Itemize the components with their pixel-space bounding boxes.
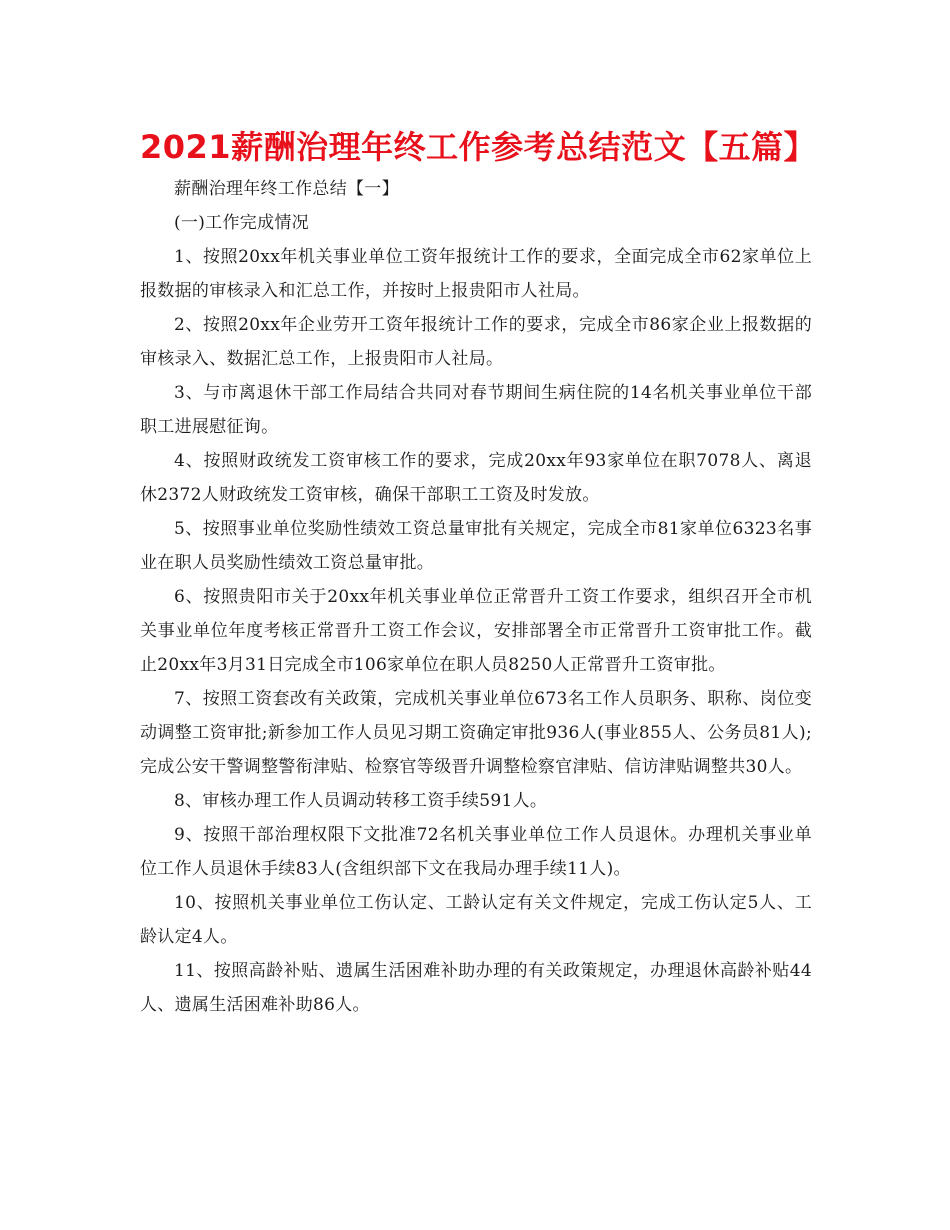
document-body [140, 172, 812, 1022]
body-paragraph: 8、审核办理工作人员调动转移工资手续591人。 [174, 791, 548, 811]
body-paragraph: 10、按照机关事业单位工伤认定、工龄认定有关文件规定，完成工伤认定5人、工龄认定4人。 [140, 893, 812, 947]
body-paragraph: 2、按照20xx年企业劳开工资年报统计工作的要求，完成全市86家企业上报数据的审核录入、数据汇总工作，上报贵阳市人社局。 [140, 315, 812, 369]
body-paragraph: 7、按照工资套改有关政策，完成机关事业单位673名工作人员职务、职称、岗位变动调整工资审批;新参加工作人员见习期工资确定审批936人(事业855人、公务员81人);完成公安干警调整警衔津贴、检察官等级晋升调整检察官津贴、信访津贴调整共30人。 [140, 689, 812, 777]
subsection-heading: (一)工作完成情况 [174, 213, 309, 233]
section-heading: 薪酬治理年终工作总结【一】 [174, 179, 399, 199]
body-paragraph: 6、按照贵阳市关于20xx年机关事业单位正常晋升工资工作要求，组织召开全市机关事业单位年度考核正常晋升工资工作会议，安排部署全市正常晋升工资审批工作。截止20xx年3月31日完成全市106家单位在职人员8250人正常晋升工资审批。 [140, 587, 812, 675]
body-paragraph: 11、按照高龄补贴、遗属生活困难补助办理的有关政策规定，办理退休高龄补贴44人、遗属生活困难补助86人。 [140, 961, 812, 1015]
body-paragraph: 5、按照事业单位奖励性绩效工资总量审批有关规定，完成全市81家单位6323名事业在职人员奖励性绩效工资总量审批。 [140, 519, 812, 573]
body-paragraph: 1、按照20xx年机关事业单位工资年报统计工作的要求，全面完成全市62家单位上报数据的审核录入和汇总工作，并按时上报贵阳市人社局。 [140, 247, 812, 301]
document-title: 2021薪酬治理年终工作参考总结范文【五篇】 [140, 128, 817, 166]
body-paragraph: 3、与市离退休干部工作局结合共同对春节期间生病住院的14名机关事业单位干部职工进展慰征询。 [140, 383, 812, 437]
body-paragraph: 9、按照干部治理权限下文批准72名机关事业单位工作人员退休。办理机关事业单位工作人员退休手续83人(含组织部下文在我局办理手续11人)。 [140, 825, 812, 879]
body-paragraph: 4、按照财政统发工资审核工作的要求，完成20xx年93家单位在职7078人、离退休2372人财政统发工资审核，确保干部职工工资及时发放。 [140, 451, 812, 505]
